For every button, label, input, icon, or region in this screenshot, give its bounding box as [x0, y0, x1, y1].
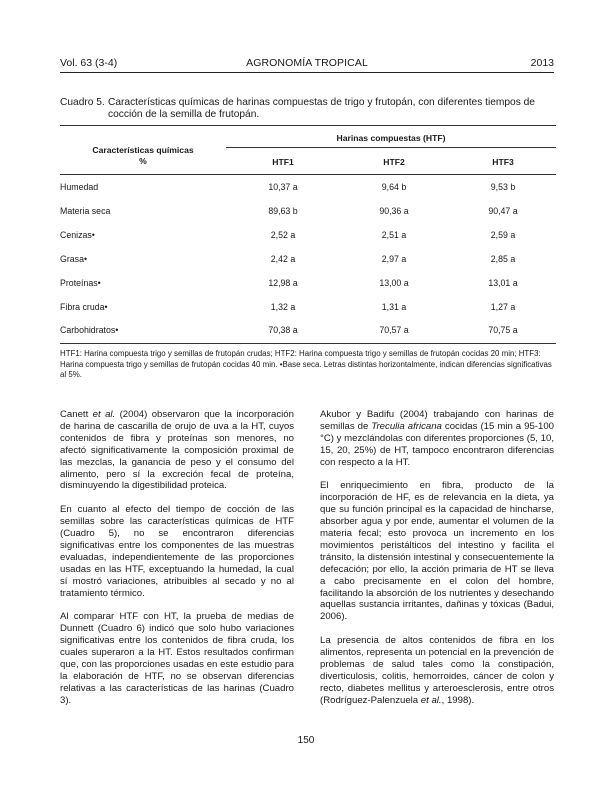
row-label: Grasa•: [60, 254, 88, 264]
row-label: Proteínas•: [60, 278, 101, 288]
column-header-htf3: HTF3: [492, 157, 514, 167]
cell-htf2: 1,31 a: [381, 302, 407, 312]
emphasis: et al.: [92, 409, 116, 420]
cell-htf1: 1,32 a: [270, 302, 296, 312]
paragraph: La presencia de altos contenidos de fibra en los alimentos, representa un potencial en la prevención de problemas de salud tales como la constipación, diverticulosis, colitis, hemorroides, cáncer de colon y recto, diabetes mellitus y arteroesclerosis, entre otros (Rodríguez-Palenzuela et al., 1998).: [320, 635, 554, 706]
table-top-rule: [60, 125, 556, 126]
cell-htf1: 89,63 b: [268, 206, 298, 216]
cell-htf2: 13,00 a: [379, 278, 409, 288]
cell-htf3: 70,75 a: [488, 325, 518, 335]
paragraph: El enriquecimiento en fibra, producto de la incorporación de HF, es de relevancia en la dieta, ya que su función principal es la capacidad de hincharse, absorber agua y por ende, aumentar el volumen de la materia fecal; esto provoca un incremento en los movimientos peristálticos del intestino y facilita el tránsito, la distensión intestinal y consecuentemente la defecación; por ello, la acción primaria de HT se lleva a cabo precisamente en el colon del hombre, facilitando la absorción de los nutrientes y desechando aquellas sustancia irritantes, dañinas y tóxicas (Badui, 2006).: [320, 480, 554, 623]
caption-text: Características químicas de harinas compuestas de trigo y frutopán, con diferentes tiempos de cocción de la semilla de frutopán.: [108, 97, 535, 120]
row-header: [60, 145, 226, 167]
cell-htf1: 2,52 a: [270, 230, 296, 240]
cell-htf2: 2,97 a: [381, 254, 407, 264]
table-row: [60, 302, 556, 316]
body-column-left: [60, 409, 294, 719]
table-row: [60, 254, 556, 268]
journal-title: AGRONOMÍA TROPICAL: [246, 57, 368, 69]
row-header-line2: %: [139, 156, 147, 166]
group-header-rule: [226, 147, 556, 148]
volume-label: Vol. 63 (3-4): [60, 57, 118, 69]
paragraph: Al comparar HTF con HT, la prueba de medias de Dunnett (Cuadro 6) indicó que solo hubo variaciones significativas entre los contenidos de fibra cruda, los cuales superaron a la HT. Estos resultados confirman que, con las proporciones usadas en este estudio para la elaboración de HTF, no se observan diferencias relativas a las características de las harinas (Cuadro 3).: [60, 611, 294, 706]
cell-htf3: 90,47 a: [488, 206, 518, 216]
paragraph: Canett et al. (2004) observaron que la incorporación de harina de cascarilla de orujo de uva a la HT, cuyos contenidos de fibra y proteínas son menores, no afectó significativamente la composición proximal de las mezclas, la ganancia de peso y el consumo del alimento, pero sí la excreción fecal de proteína, disminuyendo la digestibilidad proteica.: [60, 409, 294, 492]
paragraph: Akubor y Badifu (2004) trabajando con harinas de semillas de Treculia africana cocidas (15 min a 95-100 °C) y mezclándolas con diferentes proporciones (5, 10, 15, 20, 25%) de HT, tampoco encontraron diferencias con respecto a la HT.: [320, 409, 555, 468]
year-label: 2013: [530, 57, 554, 69]
caption-label: Cuadro 5.: [60, 97, 105, 108]
table-row: [60, 278, 556, 292]
cell-htf2: 9,64 b: [381, 182, 407, 192]
table-row: [60, 206, 556, 220]
running-header: [60, 57, 554, 73]
row-label: Carbohidratos•: [60, 325, 119, 335]
row-label: Materia seca: [60, 206, 111, 216]
page-number: 150: [297, 735, 315, 746]
emphasis: Treculia africana: [371, 420, 442, 432]
cell-htf2: 70,57 a: [379, 325, 409, 335]
table-footnote: HTF1: Harina compuesta trigo y semillas de frutopán crudas; HTF2: Harina compuesta trigo y semillas de frutopán cocidas 20 min; HTF3: Harina compuesta trigo y semillas de frutopán cocidas 40 min. •Base seca. Letras distintas horizontalmente, indican diferencias significativas al 5%.: [60, 349, 552, 379]
table-bottom-rule: [60, 343, 556, 344]
cell-htf3: 9,53 b: [490, 182, 516, 192]
body-column-right: [320, 409, 554, 719]
row-label: Fibra cruda•: [60, 302, 108, 312]
table-row: [60, 182, 556, 196]
row-label: Humedad: [60, 182, 99, 192]
cell-htf1: 12,98 a: [268, 278, 298, 288]
column-header-htf1: HTF1: [272, 157, 294, 167]
group-header: Harinas compuestas (HTF): [336, 133, 446, 143]
header-rule: [60, 72, 554, 73]
cell-htf2: 90,36 a: [379, 206, 409, 216]
row-header-line1: Características químicas: [92, 145, 194, 155]
cell-htf2: 2,51 a: [381, 230, 407, 240]
cell-htf3: 2,85 a: [490, 254, 516, 264]
column-header-htf2: HTF2: [383, 157, 405, 167]
cell-htf3: 2,59 a: [490, 230, 516, 240]
cell-htf3: 13,01 a: [488, 278, 518, 288]
cell-htf1: 10,37 a: [268, 182, 298, 192]
cell-htf3: 1,27 a: [490, 302, 516, 312]
table-row: [60, 230, 556, 244]
cell-htf1: 2,42 a: [270, 254, 296, 264]
row-label: Cenizas•: [60, 230, 95, 240]
paragraph: En cuanto al efecto del tiempo de cocción de las semillas sobre las características químicas de HTF (Cuadro 5), no se encontraron diferencias significativas entre los componentes de las muestras evaluadas, independientemente de las proporciones usadas en las HTF, exceptuando la humedad, la cual sí mostró variaciones, atribuibles al secado y no al tratamiento térmico.: [60, 504, 294, 599]
table-header-rule: [60, 174, 556, 175]
emphasis: et al.: [420, 694, 442, 706]
table-row: [60, 325, 556, 339]
cell-htf1: 70,38 a: [268, 325, 298, 335]
